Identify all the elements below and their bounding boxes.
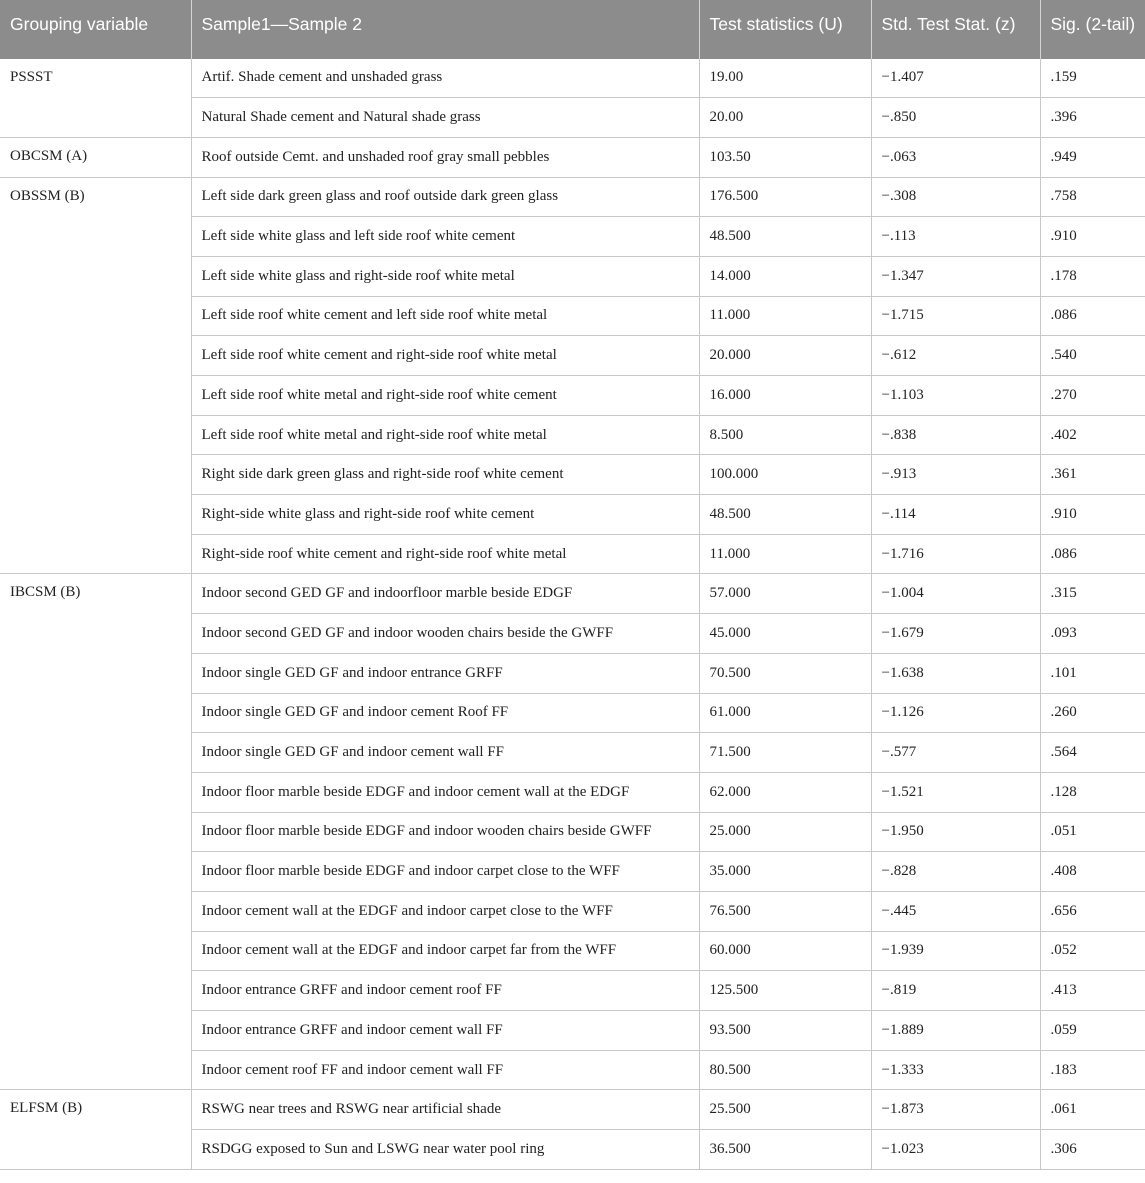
sample-pair-cell: Indoor floor marble beside EDGF and indoor wooden chairs beside GWFF [191,812,699,852]
std-test-stat-cell: −.828 [871,852,1040,892]
significance-cell: .656 [1040,891,1145,931]
std-test-stat-cell: −.819 [871,971,1040,1011]
sample-pair-cell: Right-side white glass and right-side roof white cement [191,495,699,535]
std-test-stat-cell: −.577 [871,733,1040,773]
test-statistic-cell: 25.500 [699,1090,871,1130]
test-statistic-cell: 80.500 [699,1050,871,1090]
header-significance: Sig. (2-tail) [1040,0,1145,58]
significance-cell: .178 [1040,256,1145,296]
header-samples: Sample1—Sample 2 [191,0,699,58]
sample-pair-cell: Indoor second GED GF and indoorfloor marble beside EDGF [191,574,699,614]
sample-pair-cell: Indoor cement wall at the EDGF and indoor carpet close to the WFF [191,891,699,931]
significance-cell: .086 [1040,534,1145,574]
test-statistic-cell: 16.000 [699,376,871,416]
std-test-stat-cell: −1.023 [871,1130,1040,1170]
sample-pair-cell: RSDGG exposed to Sun and LSWG near water pool ring [191,1130,699,1170]
grouping-variable-cell: PSSST [0,58,191,137]
sample-pair-cell: Indoor floor marble beside EDGF and indoor carpet close to the WFF [191,852,699,892]
test-statistic-cell: 70.500 [699,653,871,693]
std-test-stat-cell: −1.103 [871,376,1040,416]
test-statistic-cell: 14.000 [699,256,871,296]
std-test-stat-cell: −1.716 [871,534,1040,574]
test-statistic-cell: 60.000 [699,931,871,971]
std-test-stat-cell: −.913 [871,455,1040,495]
header-grouping-variable: Grouping variable [0,0,191,58]
std-test-stat-cell: −.445 [871,891,1040,931]
test-statistic-cell: 57.000 [699,574,871,614]
test-statistic-cell: 45.000 [699,614,871,654]
significance-cell: .260 [1040,693,1145,733]
std-test-stat-cell: −.612 [871,336,1040,376]
significance-cell: .413 [1040,971,1145,1011]
test-statistic-cell: 35.000 [699,852,871,892]
sample-pair-cell: Natural Shade cement and Natural shade grass [191,98,699,138]
sample-pair-cell: Right side dark green glass and right-side roof white cement [191,455,699,495]
sample-pair-cell: Roof outside Cemt. and unshaded roof gray small pebbles [191,137,699,177]
std-test-stat-cell: −1.873 [871,1090,1040,1130]
sample-pair-cell: Indoor entrance GRFF and indoor cement roof FF [191,971,699,1011]
std-test-stat-cell: −.838 [871,415,1040,455]
significance-cell: .408 [1040,852,1145,892]
significance-cell: .540 [1040,336,1145,376]
test-statistic-cell: 11.000 [699,534,871,574]
std-test-stat-cell: −1.521 [871,772,1040,812]
test-statistic-cell: 76.500 [699,891,871,931]
test-statistic-cell: 71.500 [699,733,871,773]
test-statistic-cell: 25.000 [699,812,871,852]
significance-cell: .101 [1040,653,1145,693]
significance-cell: .061 [1040,1090,1145,1130]
test-statistic-cell: 36.500 [699,1130,871,1170]
test-statistic-cell: 176.500 [699,177,871,217]
std-test-stat-cell: −1.950 [871,812,1040,852]
test-statistic-cell: 62.000 [699,772,871,812]
sample-pair-cell: Indoor cement wall at the EDGF and indoor carpet far from the WFF [191,931,699,971]
table-row [0,177,1145,217]
test-statistic-cell: 125.500 [699,971,871,1011]
significance-cell: .159 [1040,58,1145,98]
sample-pair-cell: Left side roof white metal and right-side roof white metal [191,415,699,455]
significance-cell: .183 [1040,1050,1145,1090]
std-test-stat-cell: −1.939 [871,931,1040,971]
sample-pair-cell: Indoor entrance GRFF and indoor cement wall FF [191,1011,699,1051]
significance-cell: .059 [1040,1011,1145,1051]
significance-cell: .093 [1040,614,1145,654]
sample-pair-cell: Indoor single GED GF and indoor entrance GRFF [191,653,699,693]
sample-pair-cell: Left side white glass and left side roof white cement [191,217,699,257]
significance-cell: .910 [1040,217,1145,257]
significance-cell: .306 [1040,1130,1145,1170]
table-body [0,58,1145,1169]
significance-cell: .564 [1040,733,1145,773]
sample-pair-cell: Indoor single GED GF and indoor cement wall FF [191,733,699,773]
std-test-stat-cell: −1.715 [871,296,1040,336]
table-row [0,137,1145,177]
table-row [0,58,1145,98]
significance-cell: .910 [1040,495,1145,535]
sample-pair-cell: RSWG near trees and RSWG near artificial shade [191,1090,699,1130]
significance-cell: .402 [1040,415,1145,455]
test-statistic-cell: 20.00 [699,98,871,138]
test-statistic-cell: 19.00 [699,58,871,98]
sample-pair-cell: Left side white glass and right-side roof white metal [191,256,699,296]
table-row [0,574,1145,614]
test-statistic-cell: 61.000 [699,693,871,733]
std-test-stat-cell: −.113 [871,217,1040,257]
test-statistic-cell: 20.000 [699,336,871,376]
header-std-test-stat: Std. Test Stat. (z) [871,0,1040,58]
test-statistic-cell: 93.500 [699,1011,871,1051]
test-statistic-cell: 103.50 [699,137,871,177]
test-statistic-cell: 48.500 [699,495,871,535]
table-row [0,1090,1145,1130]
significance-cell: .396 [1040,98,1145,138]
sample-pair-cell: Right-side roof white cement and right-side roof white metal [191,534,699,574]
std-test-stat-cell: −1.333 [871,1050,1040,1090]
std-test-stat-cell: −1.004 [871,574,1040,614]
significance-cell: .361 [1040,455,1145,495]
std-test-stat-cell: −.063 [871,137,1040,177]
std-test-stat-cell: −1.407 [871,58,1040,98]
significance-cell: .052 [1040,931,1145,971]
sample-pair-cell: Left side roof white cement and left side roof white metal [191,296,699,336]
std-test-stat-cell: −1.638 [871,653,1040,693]
significance-cell: .086 [1040,296,1145,336]
grouping-variable-cell: IBCSM (B) [0,574,191,1090]
std-test-stat-cell: −.114 [871,495,1040,535]
significance-cell: .949 [1040,137,1145,177]
test-statistic-cell: 8.500 [699,415,871,455]
significance-cell: .315 [1040,574,1145,614]
std-test-stat-cell: −1.126 [871,693,1040,733]
significance-cell: .758 [1040,177,1145,217]
sample-pair-cell: Indoor floor marble beside EDGF and indoor cement wall at the EDGF [191,772,699,812]
test-statistic-cell: 11.000 [699,296,871,336]
sample-pair-cell: Indoor cement roof FF and indoor cement wall FF [191,1050,699,1090]
std-test-stat-cell: −.308 [871,177,1040,217]
test-statistic-cell: 100.000 [699,455,871,495]
significance-cell: .051 [1040,812,1145,852]
significance-cell: .128 [1040,772,1145,812]
sample-pair-cell: Left side dark green glass and roof outside dark green glass [191,177,699,217]
std-test-stat-cell: −1.347 [871,256,1040,296]
header-test-statistic: Test statistics (U) [699,0,871,58]
table-header [0,0,1145,58]
std-test-stat-cell: −1.889 [871,1011,1040,1051]
sample-pair-cell: Artif. Shade cement and unshaded grass [191,58,699,98]
test-statistic-cell: 48.500 [699,217,871,257]
grouping-variable-cell: OBSSM (B) [0,177,191,574]
grouping-variable-cell: ELFSM (B) [0,1090,191,1169]
header-row [0,0,1145,58]
std-test-stat-cell: −1.679 [871,614,1040,654]
grouping-variable-cell: OBCSM (A) [0,137,191,177]
sample-pair-cell: Indoor single GED GF and indoor cement Roof FF [191,693,699,733]
sample-pair-cell: Indoor second GED GF and indoor wooden chairs beside the GWFF [191,614,699,654]
std-test-stat-cell: −.850 [871,98,1040,138]
significance-cell: .270 [1040,376,1145,416]
sample-pair-cell: Left side roof white cement and right-side roof white metal [191,336,699,376]
sample-pair-cell: Left side roof white metal and right-side roof white cement [191,376,699,416]
